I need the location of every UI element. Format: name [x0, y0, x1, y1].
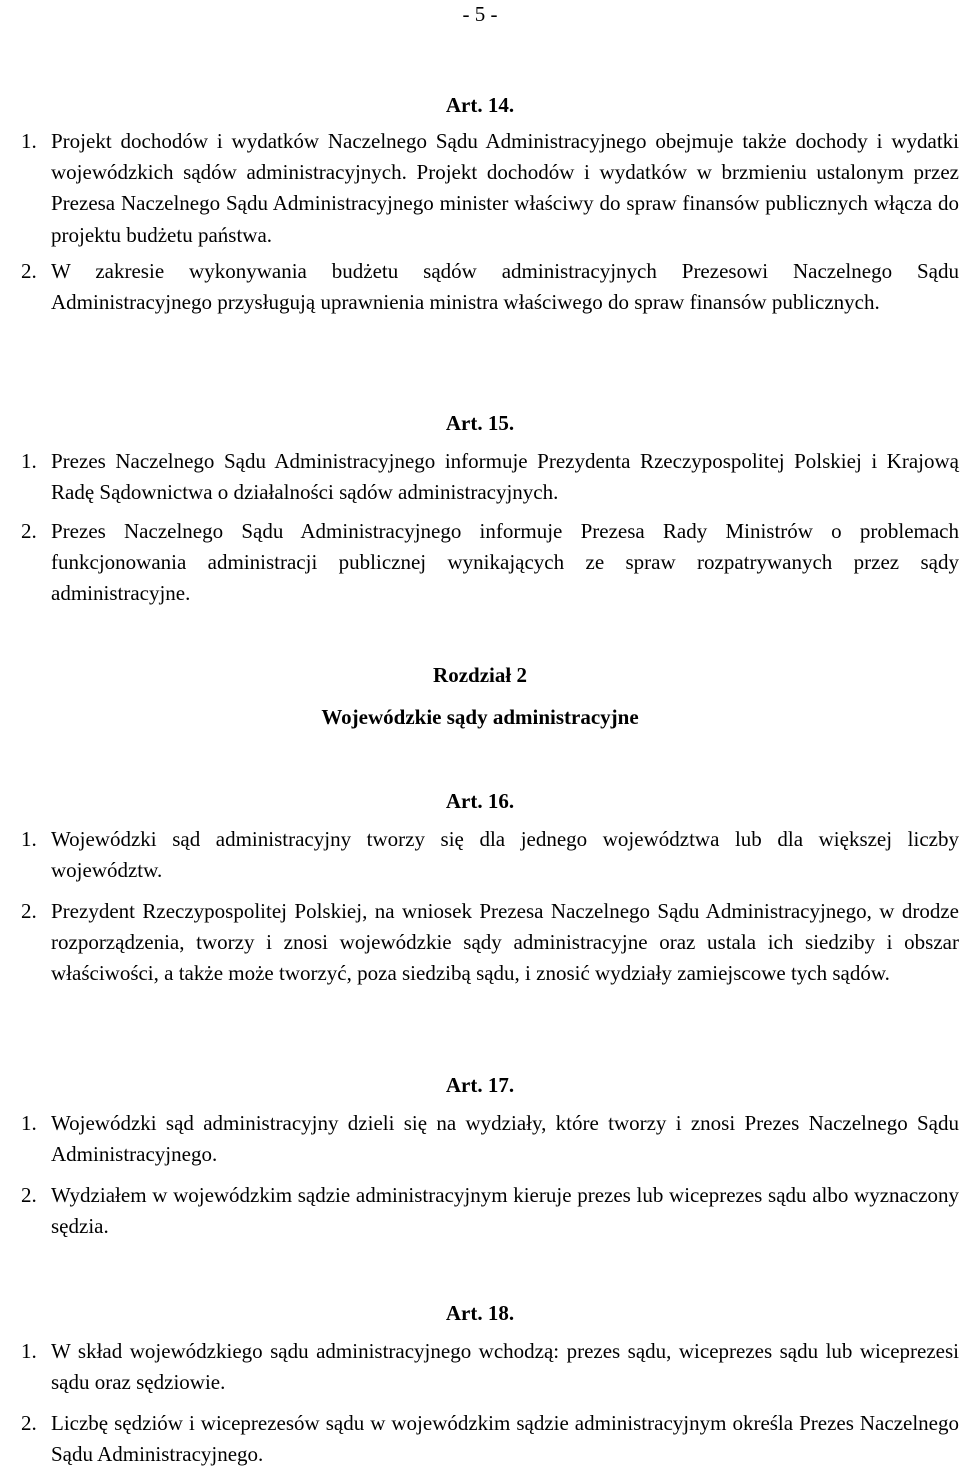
paragraph-number: 2. — [21, 1411, 37, 1435]
paragraph — [21, 1408, 959, 1470]
paragraph-text: Wydziałem w wojewódzkim sądzie administracyjnym kieruje prezes lub wiceprezes sądu albo wyznaczony sędzia. — [51, 1183, 959, 1239]
article-heading: Art. 17. — [445, 1073, 515, 1097]
paragraph-number: 2. — [21, 899, 37, 923]
paragraph-number: 2. — [21, 519, 37, 543]
paragraph-text: Projekt dochodów i wydatków Naczelnego Sądu Administracyjnego obejmuje także dochody i wydatki wojewódzkich sądów administracyjnych. Projekt dochodów i wydatków w brzmieniu ustalonym przez Prezesa Naczelnego Sądu Administracyjnego minister właściwy do spraw finansów publicznych włącza do projektu budżetu państwa. — [51, 129, 959, 247]
paragraph-text: Prezes Naczelnego Sądu Administracyjnego informuje Prezesa Rady Ministrów o problemach funkcjonowania administracji publicznej wynikających ze spraw rozpatrywanych przez sądy administracyjne. — [51, 519, 959, 606]
paragraph-number: 2. — [21, 259, 37, 283]
page-number: - 5 - — [462, 2, 498, 26]
chapter-label: Rozdział 2 — [433, 663, 527, 687]
paragraph-number: 1. — [21, 1339, 37, 1363]
paragraph-text: Prezes Naczelnego Sądu Administracyjnego informuje Prezydenta Rzeczypospolitej Polskiej i Krajową Radę Sądownictwa o działalności sądów administracyjnych. — [51, 449, 959, 505]
paragraph-number: 1. — [21, 129, 37, 153]
chapter-title: Wojewódzkie sądy administracyjne — [321, 705, 639, 729]
paragraph — [21, 256, 959, 318]
paragraph-text: W skład wojewódzkiego sądu administracyjnego wchodzą: prezes sądu, wiceprezes sądu lub wiceprezesi sądu oraz sędziowie. — [51, 1339, 959, 1395]
paragraph-number: 1. — [21, 449, 37, 473]
paragraph-number: 1. — [21, 1111, 37, 1135]
paragraph-text: Prezydent Rzeczypospolitej Polskiej, na wniosek Prezesa Naczelnego Sądu Administracyjnego, w drodze rozporządzenia, tworzy i znosi wojewódzkie sądy administracyjne oraz ustala ich siedziby i obszar właściwości, a także może tworzyć, poza siedzibą sądu, i znosić wydziały zamiejscowe tych sądów. — [51, 899, 959, 986]
paragraph — [21, 896, 959, 990]
article-heading: Art. 15. — [445, 411, 515, 435]
article-heading: Art. 18. — [445, 1301, 515, 1325]
paragraph-number: 1. — [21, 827, 37, 851]
paragraph — [21, 1180, 959, 1242]
paragraph — [21, 824, 959, 886]
article-heading: Art. 16. — [445, 789, 515, 813]
paragraph — [21, 1336, 959, 1398]
article-heading: Art. 14. — [445, 93, 515, 117]
paragraph — [21, 446, 959, 508]
paragraph-number: 2. — [21, 1183, 37, 1207]
paragraph — [21, 126, 959, 251]
paragraph-text: W zakresie wykonywania budżetu sądów administracyjnych Prezesowi Naczelnego Sądu Administracyjnego przysługują uprawnienia ministra właściwego do spraw finansów publicznych. — [51, 259, 959, 315]
paragraph-text: Liczbę sędziów i wiceprezesów sądu w wojewódzkim sądzie administracyjnym określa Prezes Naczelnego Sądu Administracyjnego. — [51, 1411, 959, 1467]
paragraph — [21, 1108, 959, 1170]
paragraph-text: Wojewódzki sąd administracyjny dzieli się na wydziały, które tworzy i znosi Prezes Naczelnego Sądu Administracyjnego. — [51, 1111, 959, 1167]
paragraph — [21, 516, 959, 610]
paragraph-text: Wojewódzki sąd administracyjny tworzy się dla jednego województwa lub dla większej liczby województw. — [51, 827, 959, 883]
